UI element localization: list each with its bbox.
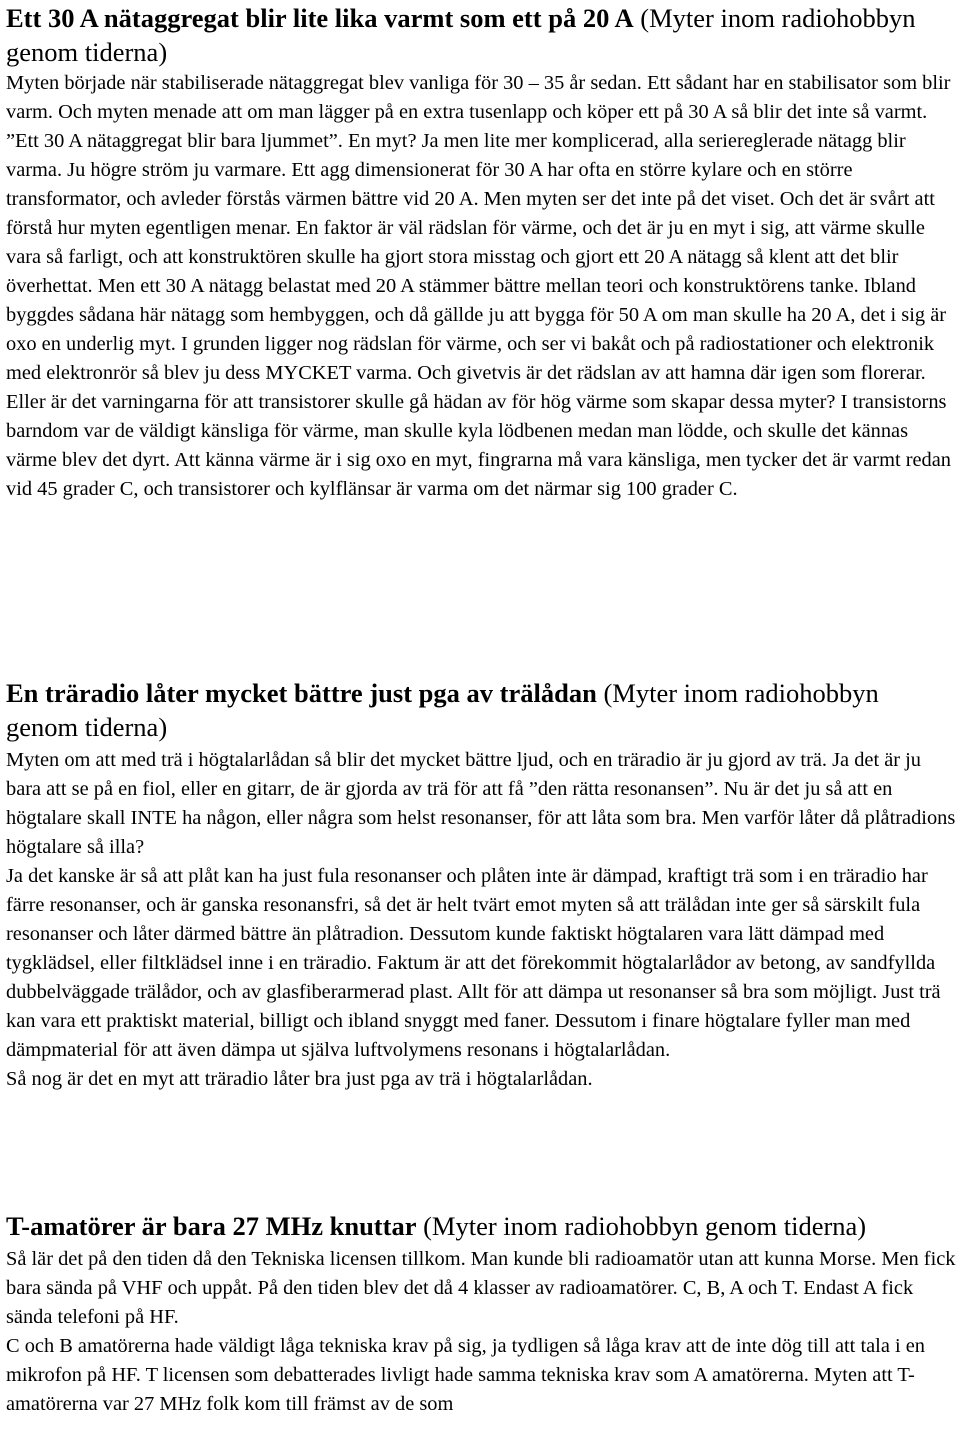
heading-subtitle: (Myter inom radiohobbyn genom tiderna) [6,3,916,67]
body-paragraph: Så nog är det en myt att träradio låter bra just pga av trä i högtalarlådan. [6,1068,593,1090]
heading-title: En träradio låter mycket bättre just pga av trälådan [6,678,597,708]
article-section-traradio [6,676,956,1094]
body-paragraph: Ja det kanske är så att plåt kan ha just fula resonanser och plåten inte är dämpad, kraftigt trä som i en träradio har färre resonanser, och är ganska resonansfri, så det är helt tvärt emot myten så att trälådan inte ger så särskilt fula resonanser och låter därmed bättre än plåtradion. Dessutom kunde faktiskt högtalaren vara lätt dämpad med tygklädsel, eller filtklädsel inne i en träradio. Faktum är att det förekommit högtalarlådor av betong, av sandfyllda dubbelväggade trälådor, och av glasfiberarmerad plast. Allt för att dämpa ut resonanser så bra som möjligt. Just trä kan vara ett praktiskt material, billigt och ibland snyggt med faner. Dessutom i finare högtalare fyller man med dämpmaterial för att även dämpa ut själva luftvolymens resonans i högtalarlådan. [6,865,941,1061]
heading-title: T-amatörer är bara 27 MHz knuttar [6,1211,417,1241]
body-paragraph: Myten började när stabiliserade nätaggregat blev vanliga för 30 – 35 år sedan. Ett sådant har en stabilisator som blir varm. Och myten menade att om man lägger på en extra tusenlapp och köper ett på 30 A så blir det inte så varmt. ”Ett 30 A nätaggregat blir bara ljummet”. En myt? Ja men lite mer komplicerad, alla seriereglerade nätagg blir varma. Ju högre ström ju varmare. Ett agg dimensionerat för 30 A har ofta en större kylare och en större transformator, och avleder förstås värmen bättre vid 20 A. Men myten ser det inte på det viset. Och det är svårt att förstå hur myten egentligen menar. En faktor är väl rädslan för värme, och det är ju en myt i sig, att värme skulle vara så farligt, och att konstruktören skulle ha gjort stora misstag och gjort ett 20 A nätagg så klent att det blir överhettat. Men ett 30 A nätagg belastat med 20 A stämmer bättre mellan teori och konstruktörens tanke. Ibland byggdes sådana här nätagg som hembyggen, och då gällde ju att bygga för 50 A om man skulle ha 20 A, det i sig är oxo en underlig myt. I grunden ligger nog rädslan för värme, och ser vi bakåt och på radiostationer och elektronik med elektronrör så blev ju dess MYCKET varma. Och givetvis är det rädslan av att hamna där igen som florerar. Eller är det varningarna för att transistorer skulle gå hädan av för hög värme som skapar dessa myter? I transistorns barndom var de väldigt känsliga för värme, man skulle kyla lödbenen medan man lödde, och skulle det kännas värme blev det dyrt. Att känna värme är i sig oxo en myt, fingrarna må vara känsliga, men tycker det är varmt redan vid 45 grader C, och transistorer och kylflänsar är varma om det närmar sig 100 grader C. [6,72,951,500]
article-section-nataggregat [6,1,956,504]
section-heading [6,1209,956,1243]
heading-subtitle: (Myter inom radiohobbyn genom tiderna) [416,1211,867,1241]
section-heading [6,1,956,69]
heading-title: Ett 30 A nätaggregat blir lite lika varmt som ett på 20 A [6,3,634,33]
body-paragraph: C och B amatörerna hade väldigt låga tekniska krav på sig, ja tydligen så låga krav att de inte dög till att tala i en mikrofon på HF. T licensen som debatterades livligt hade samma tekniska krav som A amatörerna. Myten att T-amatörerna var 27 MHz folk kom till främst av de som [6,1335,925,1415]
section-heading [6,676,956,744]
body-paragraph: Myten om att med trä i högtalarlådan så blir det mycket bättre ljud, och en träradio är ju gjord av trä. Ja det är ju bara att se på en fiol, eller en gitarr, de är gjorda av trä för att få ”den rätta resonansen”. Nu är det ju så att en högtalare skall INTE ha någon, eller några som helst resonanser, för att låta som bra. Men varför låter då plåtradions högtalare så illa? [6,749,956,858]
body-paragraph: Så lär det på den tiden då den Tekniska licensen tillkom. Man kunde bli radioamatör utan att kunna Morse. Men fick bara sända på VHF och uppåt. På den tiden blev det då 4 klasser av radioamatörer. C, B, A och T. Endast A fick sända telefoni på HF. [6,1248,956,1328]
heading-subtitle: (Myter inom radiohobbyn genom tiderna) [6,678,879,742]
article-section-t-amatorer [6,1209,956,1419]
